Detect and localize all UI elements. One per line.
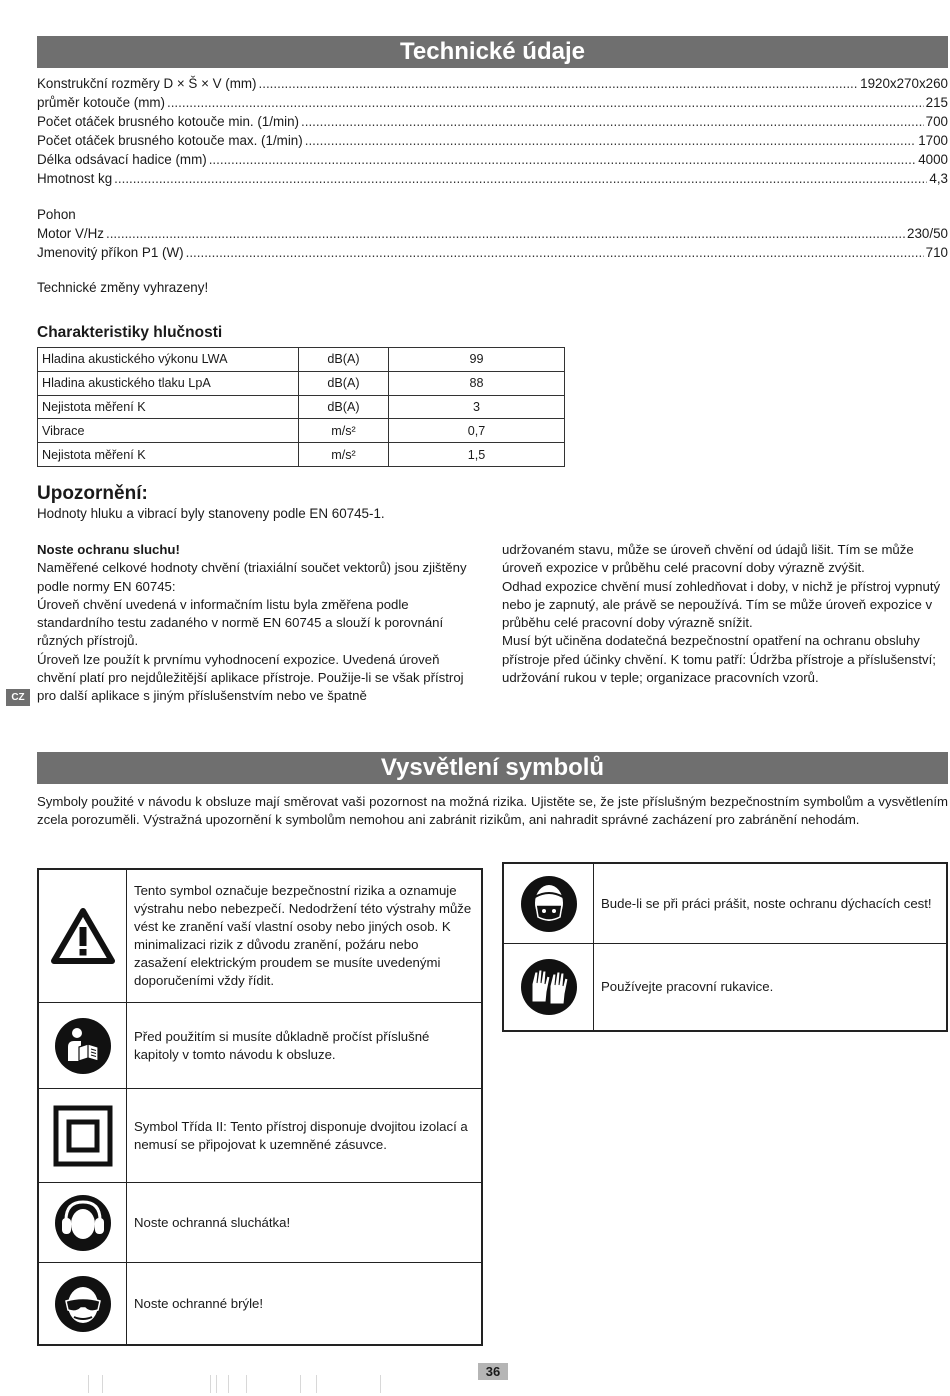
noise-name: Nejistota měření K	[38, 395, 299, 419]
spec-row	[37, 169, 948, 188]
noise-value: 88	[389, 371, 565, 395]
noise-unit: m/s²	[299, 443, 389, 467]
spec-value: 1700	[918, 133, 948, 148]
vibration-text-left	[37, 541, 477, 706]
spec-label: Počet otáček brusného kotouče min. (1/min)	[37, 114, 299, 129]
table-row	[38, 443, 565, 467]
paragraph: Naměřené celkové hodnoty chvění (triaxiální součet vektorů) jsou zjištěny podle normy EN 60745:	[37, 560, 467, 594]
spec-value: 215	[925, 95, 948, 110]
class-ii-icon	[39, 1089, 127, 1182]
spec-row	[37, 224, 948, 243]
drive-spec-list	[37, 224, 948, 262]
spec-row	[37, 150, 948, 169]
changes-note: Technické změny vyhrazeny!	[37, 280, 209, 295]
symbol-description: Noste ochranné brýle!	[134, 1295, 264, 1311]
noise-value: 1,5	[389, 443, 565, 467]
noise-table	[37, 347, 565, 467]
noise-name: Nejistota měření K	[38, 443, 299, 467]
symbols-table-right	[502, 862, 948, 1032]
spec-list	[37, 74, 948, 188]
drive-title: Pohon	[37, 207, 76, 222]
spec-row	[37, 112, 948, 131]
noise-name: Hladina akustického výkonu LWA	[38, 348, 299, 372]
noise-unit: m/s²	[299, 419, 389, 443]
table-row	[38, 419, 565, 443]
table-row	[38, 348, 565, 372]
symbol-row	[39, 1263, 481, 1344]
warning-text: Hodnoty hluku a vibrací byly stanoveny podle EN 60745-1.	[37, 506, 385, 521]
safety-glasses-icon	[39, 1263, 127, 1344]
symbol-row	[504, 864, 946, 944]
symbols-intro: Symboly použité v návodu k obsluze mají směrovat vaši pozornost na možná rizika. Ujistěte se, že jste příslušným bezpečnostním symbolům a vysvětlením zcela porozuměli. Výstražná upozornění k symbolům nemohou ani zabránit rizikům, ani nahradit správné zacházení pro zabránění nehodám.	[37, 794, 948, 828]
spec-row	[37, 74, 948, 93]
spec-label: Délka odsávací hadice (mm)	[37, 152, 207, 167]
spec-row	[37, 93, 948, 112]
noise-name: Hladina akustického tlaku LpA	[38, 371, 299, 395]
section-title-symbols: Vysvětlení symbolů	[37, 752, 948, 784]
spec-label: Konstrukční rozměry D × Š × V (mm)	[37, 76, 257, 91]
noise-unit: dB(A)	[299, 348, 389, 372]
symbol-description: Symbol Třída II: Tento přístroj disponuje dvojitou izolací a nemusí se připojovat k uzemněné zásuvce.	[134, 1118, 468, 1152]
spec-row	[37, 131, 948, 150]
spec-value: 4000	[918, 152, 948, 167]
warning-triangle-icon	[39, 870, 127, 1002]
symbol-description: Tento symbol označuje bezpečnostní rizika a oznamuje výstrahu nebo nebezpečí. Nedodržení této výstrahy může vést ke zranění vaší vlastní osoby nebo jiných osob. K minimalizaci rizik z důvodu zranění, požáru nebo zasažení elektrickým proudem se musíte uvedenými doporučeními vždy řídit.	[134, 883, 472, 988]
noise-value: 0,7	[389, 419, 565, 443]
noise-unit: dB(A)	[299, 371, 389, 395]
dust-mask-icon	[504, 864, 594, 943]
spec-value: 230/50	[907, 226, 948, 241]
noise-title: Charakteristiky hlučnosti	[37, 324, 223, 341]
paragraph: Musí být učiněna dodatečná bezpečnostní opatření na ochranu obsluhy přístroje před účinky chvění. K tomu patří: Údržba přístroje a příslušenství; udržování rukou v teple; organizace pracovních vzorů.	[502, 633, 936, 686]
spec-value: 700	[925, 114, 948, 129]
paragraph: Úroveň chvění uvedená v informačním listu byla změřena podle standardního testu zadaného v normě EN 60745 a slouží k porovnání různých přístrojů.	[37, 596, 444, 649]
spec-row	[37, 243, 948, 262]
section-title-technical-data: Technické údaje	[37, 36, 948, 68]
gloves-icon	[504, 944, 594, 1030]
symbol-row	[39, 1089, 481, 1183]
spec-label: Hmotnost kg	[37, 171, 113, 186]
language-badge: CZ	[6, 689, 30, 706]
symbol-description: Bude-li se při práci prášit, noste ochranu dýchacích cest!	[601, 895, 932, 911]
footer-decoration	[80, 1375, 500, 1393]
spec-value: 1920x270x260	[860, 76, 948, 91]
noise-name: Vibrace	[38, 419, 299, 443]
symbols-table-left	[37, 868, 483, 1346]
paragraph: Odhad expozice chvění musí zohledňovat i doby, v nichž je přístroj vypnutý nebo je zapnutý, ale právě se nepoužívá. Tím se může úroveň expozice v průběhu celé pracovní doby výrazně snížit.	[502, 578, 941, 631]
spec-value: 4,3	[929, 171, 948, 186]
table-row	[38, 395, 565, 419]
spec-label: Motor V/Hz	[37, 226, 104, 241]
symbol-row	[504, 944, 946, 1030]
noise-value: 99	[389, 348, 565, 372]
noise-value: 3	[389, 395, 565, 419]
spec-label: Jmenovitý příkon P1 (W)	[37, 245, 184, 260]
page-number: 36	[478, 1363, 508, 1380]
read-manual-icon	[39, 1003, 127, 1088]
paragraph: Úroveň lze použít k prvnímu vyhodnocení expozice. Uvedená úroveň chvění platí pro nejdůležitější aplikace přístroje. Použije-li se však přístroj pro další aplikace s jiným příslušenstvím nebo ve špatně	[37, 651, 464, 704]
symbol-row	[39, 1003, 481, 1089]
symbol-description: Před použitím si musíte důkladně pročíst příslušné kapitoly v tomto návodu k obsluze.	[134, 1028, 430, 1062]
paragraph: udržovaném stavu, může se úroveň chvění od údajů lišit. Tím se může úroveň expozice v průběhu celé pracovní doby výrazně zvýšit.	[502, 542, 914, 576]
warning-title: Upozornění:	[37, 483, 148, 504]
vibration-text-right	[502, 541, 948, 687]
symbol-description: Používejte pracovní rukavice.	[601, 979, 774, 994]
hearing-title: Noste ochranu sluchu!	[37, 542, 180, 557]
ear-protection-icon	[39, 1183, 127, 1262]
spec-label: průměr kotouče (mm)	[37, 95, 165, 110]
spec-value: 710	[925, 245, 948, 260]
table-row	[38, 371, 565, 395]
noise-unit: dB(A)	[299, 395, 389, 419]
symbol-row	[39, 1183, 481, 1263]
symbol-description: Noste ochranná sluchátka!	[134, 1214, 291, 1230]
symbol-row	[39, 870, 481, 1003]
spec-label: Počet otáček brusného kotouče max. (1/min)	[37, 133, 303, 148]
